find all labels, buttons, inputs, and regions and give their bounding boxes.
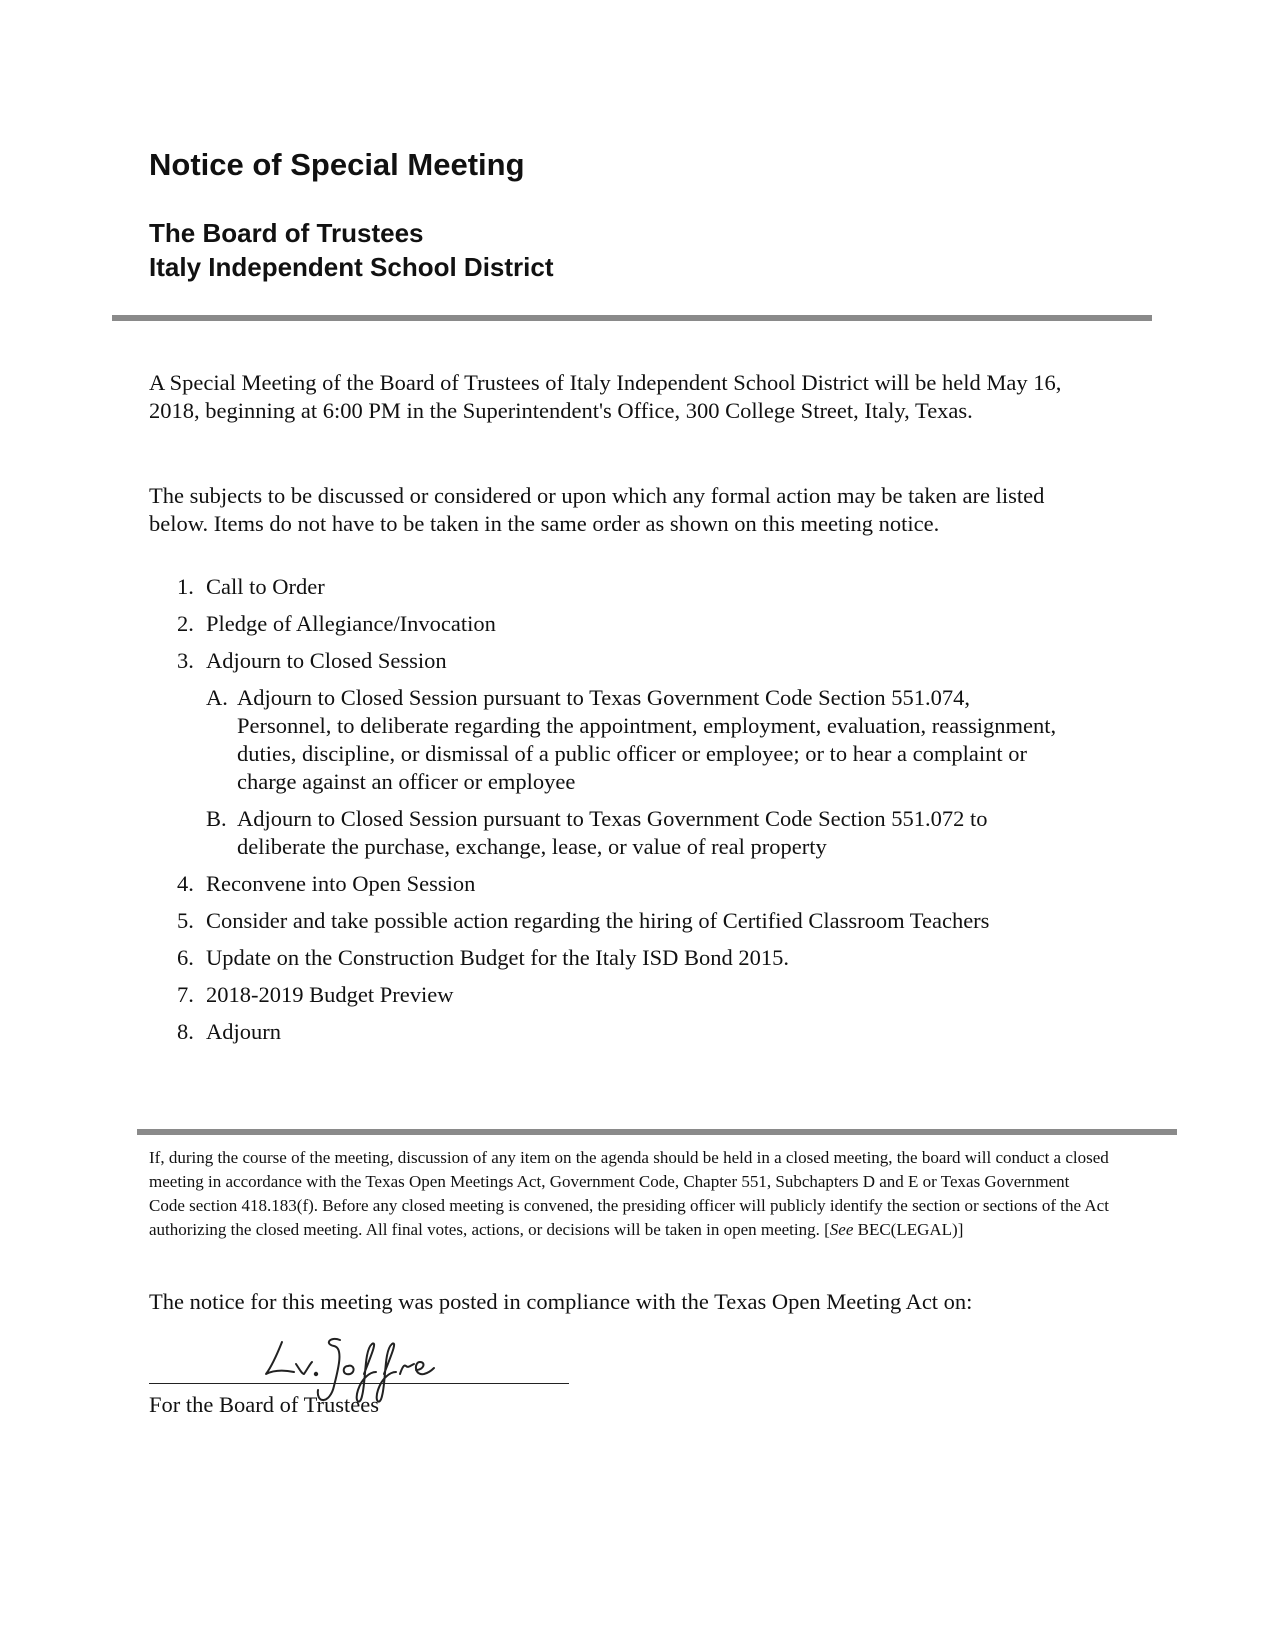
disclaimer-reference: BEC(LEGAL)]: [853, 1220, 964, 1239]
agenda-subitem-letter: A.: [206, 685, 228, 710]
signature-caption: For the Board of Trustees: [149, 1392, 379, 1417]
agenda-item: [149, 981, 1069, 1009]
agenda-item: [149, 647, 1069, 861]
footer-divider: [137, 1129, 1177, 1135]
header-divider: [112, 315, 1152, 321]
page-title: Notice of Special Meeting: [149, 147, 525, 182]
agenda-item: [149, 870, 1069, 898]
board-name: The Board of Trustees: [149, 218, 424, 248]
agenda-item-text: Consider and take possible action regarding the hiring of Certified Classroom Teachers: [206, 908, 990, 933]
agenda-item: [149, 944, 1069, 972]
agenda-item-number: 6.: [177, 945, 194, 970]
agenda-item: [149, 610, 1069, 638]
agenda-item-number: 5.: [177, 908, 194, 933]
meeting-intro: A Special Meeting of the Board of Trustees of Italy Independent School District will be held May 16, 2018, beginning at 6:00 PM in the Superintendent's Office, 300 College Street, Italy, Texas.: [149, 370, 1062, 423]
agenda-subitem-text: Adjourn to Closed Session pursuant to Texas Government Code Section 551.074, Personnel, to deliberate regarding the appointment, employment, evaluation, reassignment, duties, discipline, or dismissal of a public officer or employee; or to hear a complaint or charge against an officer or employee: [237, 685, 1057, 794]
district-name: Italy Independent School District: [149, 252, 554, 282]
agenda-item-number: 1.: [177, 574, 194, 599]
agenda-item-number: 8.: [177, 1019, 194, 1044]
board-heading: [149, 216, 554, 284]
posting-statement: The notice for this meeting was posted in compliance with the Texas Open Meeting Act on:: [149, 1289, 973, 1314]
agenda-subitem-text: Adjourn to Closed Session pursuant to Texas Government Code Section 551.072 to deliberate the purchase, exchange, lease, or value of real property: [237, 806, 988, 859]
agenda-item-number: 4.: [177, 871, 194, 896]
agenda-item-number: 3.: [177, 648, 194, 673]
agenda-sublist: [206, 684, 1069, 861]
closed-meeting-disclaimer: [149, 1146, 1109, 1242]
agenda-subitem: [206, 805, 1069, 861]
agenda-item: [149, 907, 1069, 935]
disclaimer-see: See: [829, 1220, 854, 1239]
agenda-item-text: Pledge of Allegiance/Invocation: [206, 611, 496, 636]
signature-line: [149, 1383, 569, 1384]
agenda-item-text: Adjourn to Closed Session: [206, 648, 447, 673]
agenda-item-text: Update on the Construction Budget for the Italy ISD Bond 2015.: [206, 945, 790, 970]
agenda-list: [149, 573, 1069, 1046]
agenda-item-text: Call to Order: [206, 574, 325, 599]
agenda-item-text: Reconvene into Open Session: [206, 871, 476, 896]
agenda-subitem: [206, 684, 1069, 796]
agenda-subitem-letter: B.: [206, 806, 227, 831]
agenda-item-text: Adjourn: [206, 1019, 281, 1044]
agenda-item: [149, 1018, 1069, 1046]
agenda-item-number: 2.: [177, 611, 194, 636]
subjects-statement: The subjects to be discussed or considered or upon which any formal action may be taken are listed below. Items do not have to be taken in the same order as shown on this meeting notice.: [149, 483, 1045, 536]
agenda-item: [149, 573, 1069, 601]
agenda-item-text: 2018-2019 Budget Preview: [206, 982, 454, 1007]
agenda-item-number: 7.: [177, 982, 194, 1007]
disclaimer-text: If, during the course of the meeting, discussion of any item on the agenda should be held in a closed meeting, the board will conduct a closed meeting in accordance with the Texas Open Meetings Act, Government Code, Chapter 551, Subchapters D and E or Texas Government Code section 418.183(f). Before any closed meeting is convened, the presiding officer will publicly identify the section or sections of the Act authorizing the closed meeting. All final votes, actions, or decisions will be taken in open meeting. [: [149, 1148, 1109, 1239]
